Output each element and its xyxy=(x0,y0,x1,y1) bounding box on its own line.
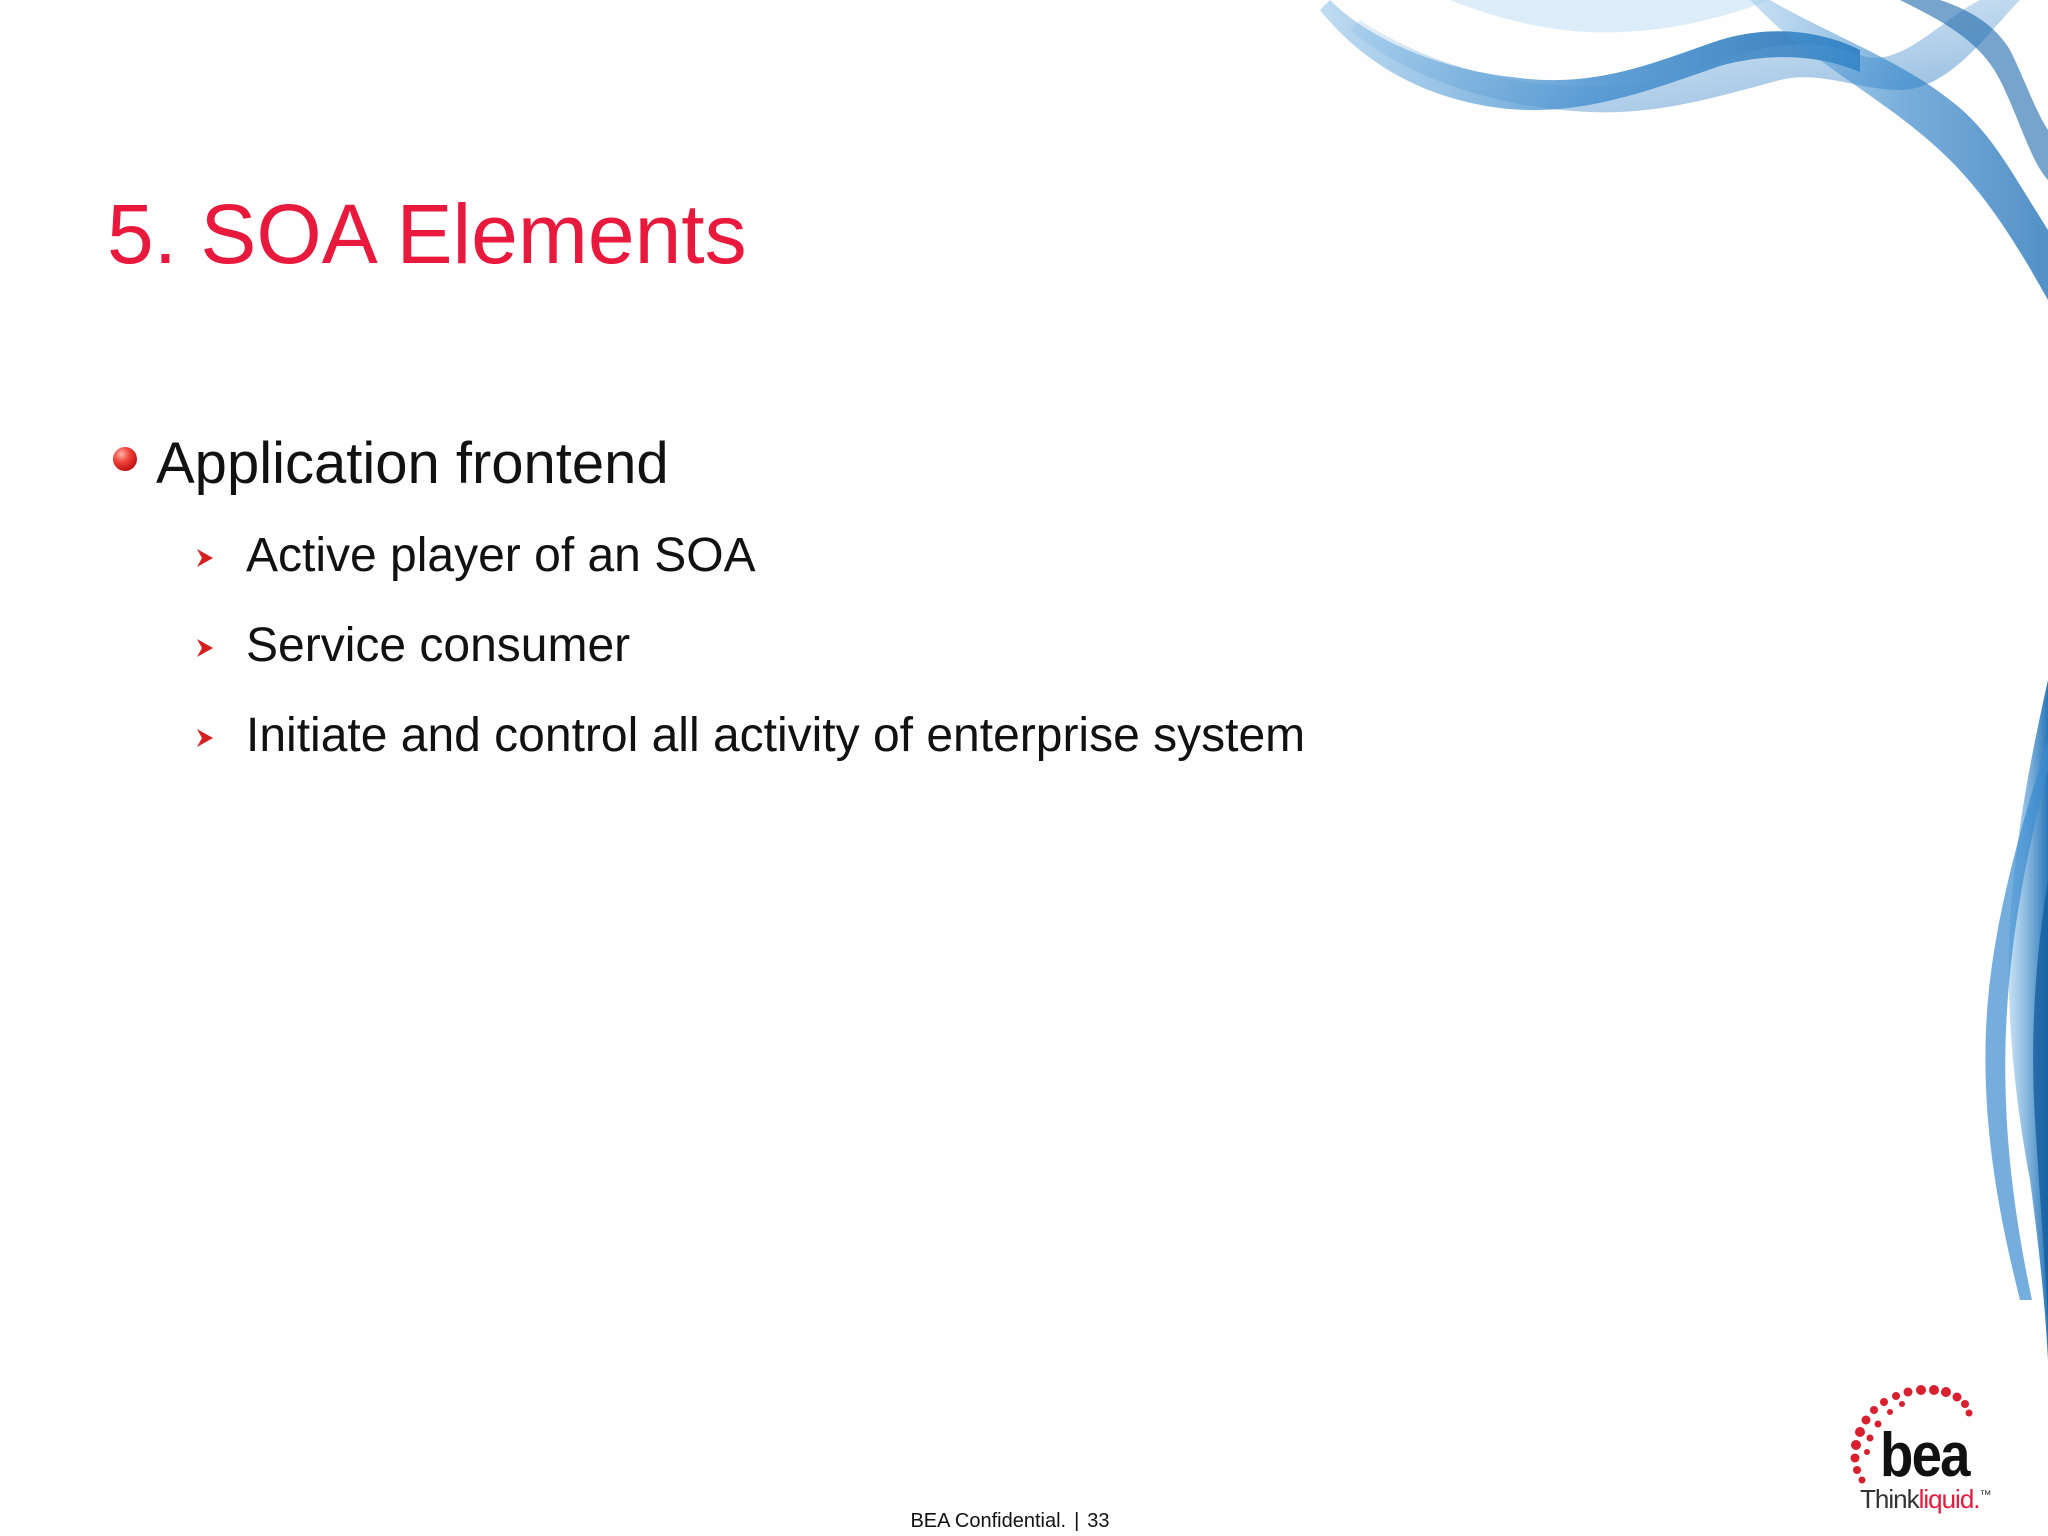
red-arrowhead-bullet-icon xyxy=(196,548,214,568)
bea-logo xyxy=(1836,1380,2016,1520)
sub-bullet-text: Active player of an SOA xyxy=(246,529,756,582)
sub-bullet-item xyxy=(110,618,1810,708)
red-arrowhead-bullet-icon xyxy=(196,638,214,658)
logo-tagline-think: Think xyxy=(1860,1484,1919,1514)
sub-bullet-text: Service consumer xyxy=(246,619,631,672)
red-sphere-bullet-icon xyxy=(113,447,137,471)
slide-title: 5. SOA Elements xyxy=(107,187,747,281)
footer-page-number: 33 xyxy=(1087,1510,1110,1532)
bullet-item xyxy=(110,430,1810,500)
logo-wordmark: bea xyxy=(1880,1421,1969,1490)
slide-footer xyxy=(0,1510,2020,1533)
bullet-text: Application frontend xyxy=(156,431,669,496)
sub-bullet-list xyxy=(110,528,1810,798)
logo-tagline-liquid: liquid. xyxy=(1918,1484,1980,1514)
red-arrowhead-bullet-icon xyxy=(196,728,214,748)
footer-confidential-label: BEA Confidential. xyxy=(910,1510,1067,1532)
blue-smoke-top-decoration xyxy=(1300,0,2048,300)
sub-bullet-item xyxy=(110,528,1810,618)
footer-separator: | xyxy=(1074,1510,1080,1532)
sub-bullet-item xyxy=(110,708,1810,798)
bullet-list xyxy=(110,430,1810,798)
sub-bullet-text: Initiate and control all activity of enterprise system xyxy=(246,709,1306,762)
logo-trademark: ™ xyxy=(1979,1487,1991,1502)
blue-smoke-right-decoration xyxy=(1960,680,2048,1360)
